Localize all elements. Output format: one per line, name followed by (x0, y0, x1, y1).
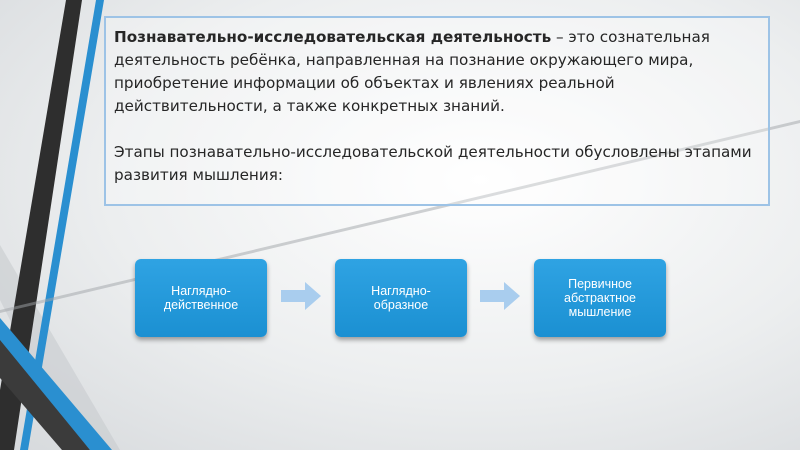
stage-label-1: Наглядно- действенное (163, 284, 239, 312)
stage-box-1 (135, 259, 267, 337)
stages-intro: Этапы познавательно-исследовательской деятельности обусловлены этапами развития мышления: (114, 143, 752, 184)
definition-paragraph (114, 26, 758, 118)
stage-label-3: Первичное абстрактное мышление (564, 277, 636, 319)
definition-body: – это сознательная деятельность ребёнка, направленная на познание окружающего мира, приобретение информации об объектах и явлениях реальной действительности, а также конкретных знаний. (114, 28, 710, 115)
definition-text-box (104, 16, 770, 206)
definition-term: Познавательно-исследовательская деятельность (114, 28, 552, 46)
arrow-right-icon (281, 282, 321, 310)
arrow-right-icon (480, 282, 520, 310)
stage-label-2: Наглядно- образное (371, 284, 431, 312)
stage-box-2 (335, 259, 467, 337)
stage-box-3 (534, 259, 666, 337)
